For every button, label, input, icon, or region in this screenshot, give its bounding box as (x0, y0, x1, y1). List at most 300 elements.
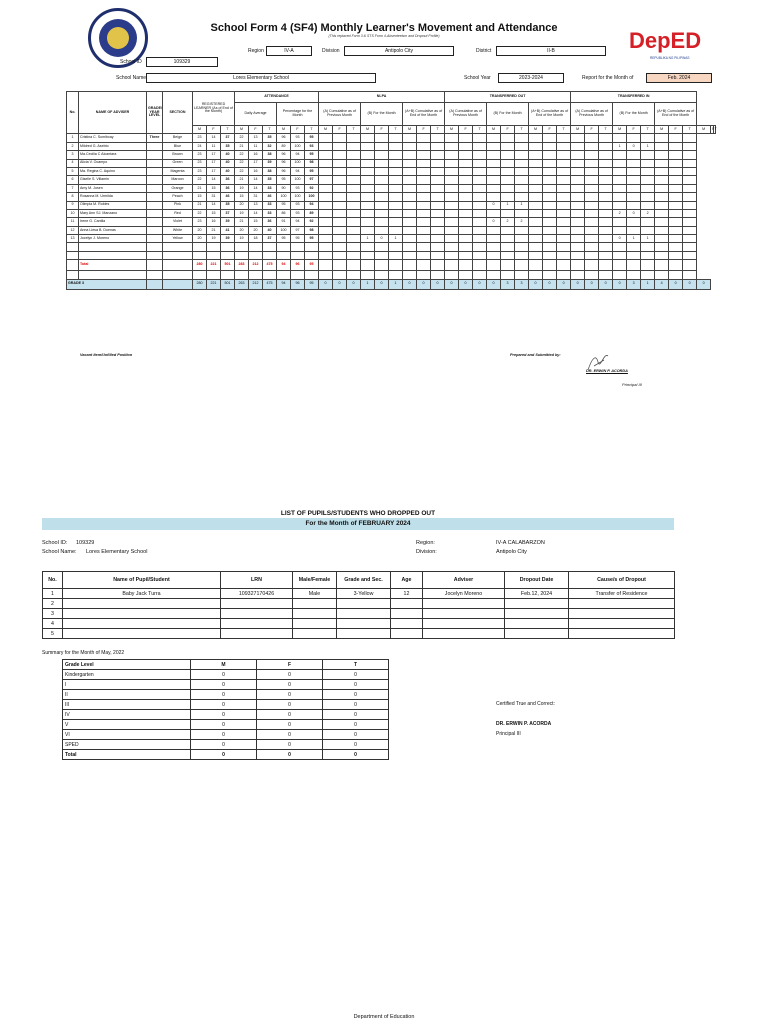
nlpa-cell (347, 176, 361, 184)
registered-2: 40 (221, 167, 235, 175)
grade-level (147, 167, 163, 175)
spacer-cell (347, 271, 361, 279)
transferred-in-cell (641, 184, 655, 192)
summary-cell: I (63, 680, 191, 690)
transferred-in-cell (683, 218, 697, 226)
registered-1: 21 (207, 226, 221, 234)
transferred-in-cell (599, 167, 613, 175)
mft-header-t: T (515, 126, 529, 134)
daily-avg-0: 22 (235, 159, 249, 167)
nlpa-cell (417, 184, 431, 192)
transferred-in-cell (627, 193, 641, 201)
transferred-out-cell (445, 134, 459, 142)
transferred-in-cell (641, 176, 655, 184)
transferred-out-cell (473, 193, 487, 201)
grade-value: 0 (571, 279, 585, 289)
total-empty-cell (655, 260, 669, 271)
transferred-in-cell: 2 (641, 209, 655, 217)
transferred-out-cell (459, 151, 473, 159)
transferred-out-cell (445, 142, 459, 150)
transferred-out-cell (529, 151, 543, 159)
transferred-in-cell (571, 167, 585, 175)
transferred-out-cell: 1 (515, 201, 529, 209)
summary-cell: 0 (257, 710, 323, 720)
school-year-field: 2023-2024 (498, 73, 564, 83)
blank-cell (515, 243, 529, 251)
total-empty-cell (473, 260, 487, 271)
daily-avg-1: 14 (249, 184, 263, 192)
transferred-in-cell (669, 193, 683, 201)
registered-0: 20 (193, 235, 207, 243)
grade-value: 263 (235, 279, 249, 289)
nlpa-cell (431, 134, 445, 142)
percentage-2: 97 (305, 176, 319, 184)
grade-cell (147, 279, 163, 289)
transferred-out-cell (529, 134, 543, 142)
blank-cell (529, 251, 543, 259)
summary-cell: 0 (191, 720, 257, 730)
nlpa-cell (319, 235, 333, 243)
table-row (67, 176, 716, 184)
blank-cell (361, 251, 375, 259)
table-row (67, 184, 716, 192)
col-percentage: Percentage for the Month (277, 103, 319, 126)
blank-cell (627, 251, 641, 259)
dropout-cell (391, 619, 423, 629)
summary-cell: 0 (191, 680, 257, 690)
grade-value: 95 (305, 279, 319, 289)
summary-row (63, 690, 389, 700)
summary-header-cell: Grade Level (63, 660, 191, 670)
transferred-out-cell (529, 142, 543, 150)
dropout-header-cell: Grade and Sec. (337, 572, 391, 589)
blank-cell (163, 243, 193, 251)
blank-cell (515, 251, 529, 259)
daily-avg-0: 22 (235, 167, 249, 175)
nlpa-cell (375, 193, 389, 201)
row-no: 9 (67, 201, 79, 209)
nlpa-cell (389, 167, 403, 175)
percentage-1: 93 (291, 184, 305, 192)
nlpa-cell (403, 184, 417, 192)
daily-avg-1: 16 (249, 167, 263, 175)
mft-header-t: T (713, 126, 715, 134)
dropout-cell: Jocelyn Moreno (423, 589, 505, 599)
transferred-in-cell (613, 151, 627, 159)
transferred-in-cell (613, 167, 627, 175)
blank-cell (277, 243, 291, 251)
dropout-cell (221, 619, 293, 629)
nlpa-cell (431, 201, 445, 209)
percentage-2: 92 (305, 184, 319, 192)
blank-cell (207, 243, 221, 251)
nlpa-cell (319, 159, 333, 167)
percentage-0: 96 (277, 151, 291, 159)
blank-cell (431, 243, 445, 251)
transferred-in-cell: 1 (613, 142, 627, 150)
transferred-in-cell (669, 201, 683, 209)
total-daily-2: 475 (263, 260, 277, 271)
transferred-out-cell (445, 167, 459, 175)
col-registered: REGISTERED LEARNER (As of End of the Month) (193, 92, 235, 126)
summary-cell: 0 (323, 690, 389, 700)
percentage-1: 95 (291, 235, 305, 243)
nlpa-cell (319, 218, 333, 226)
summary-row (63, 680, 389, 690)
percentage-1: 100 (291, 176, 305, 184)
transferred-in-cell (669, 142, 683, 150)
daily-avg-0: 20 (235, 226, 249, 234)
blank-cell (193, 243, 207, 251)
nlpa-cell (375, 142, 389, 150)
blank-cell (375, 243, 389, 251)
transferred-in-cell (571, 176, 585, 184)
summary-cell: II (63, 690, 191, 700)
nlpa-cell (431, 151, 445, 159)
transferred-in-cell (585, 201, 599, 209)
col-adviser: NAME OF ADVISER (79, 92, 147, 134)
transferred-out-cell (473, 226, 487, 234)
dropout-cell (423, 609, 505, 619)
region-label: Region (248, 48, 264, 54)
grade-value: 0 (557, 279, 571, 289)
transferred-in-cell (613, 201, 627, 209)
summary-row (63, 730, 389, 740)
grade-value: 280 (193, 279, 207, 289)
col-transferred-out: TRANSFERRED OUT (445, 92, 571, 103)
total-label: Total (79, 260, 147, 271)
summary-cell: 0 (257, 680, 323, 690)
dropout-cell (505, 629, 569, 639)
nlpa-cell (319, 201, 333, 209)
dropout-cell: 5 (43, 629, 63, 639)
blank-cell (403, 243, 417, 251)
mft-header-m: M (445, 126, 459, 134)
dropout-cell (63, 619, 221, 629)
transferred-in-cell (571, 134, 585, 142)
percentage-2: 89 (305, 209, 319, 217)
spacer-cell (235, 271, 249, 279)
school-name-field: Lores Elementary School (146, 73, 376, 83)
transferred-in-cell (683, 151, 697, 159)
registered-2: 39 (221, 218, 235, 226)
row-no: 13 (67, 235, 79, 243)
total-empty-cell (459, 260, 473, 271)
nlpa-cell (333, 209, 347, 217)
vacant-note: Vacant Item/Unfilled Position (80, 353, 133, 357)
dropout-cell (505, 609, 569, 619)
grade-value: 0 (417, 279, 431, 289)
transferred-in-cell (655, 201, 669, 209)
dropout-month: For the Month of FEBRUARY 2024 (305, 520, 411, 527)
transferred-in-cell: 1 (627, 235, 641, 243)
registered-2: 46 (221, 193, 235, 201)
mft-header-t: T (641, 126, 655, 134)
blank-cell (347, 243, 361, 251)
nlpa-cell (403, 167, 417, 175)
table-row (67, 235, 716, 243)
transferred-in-cell (655, 184, 669, 192)
transferred-out-cell (529, 235, 543, 243)
nlpa-cell (403, 176, 417, 184)
transferred-out-cell (473, 142, 487, 150)
summary-cell: 0 (257, 740, 323, 750)
nlpa-cell (361, 159, 375, 167)
col-nlpa-cum-end: (A+B) Cumulative as of End of the Month (403, 103, 445, 126)
percentage-1: 93 (291, 201, 305, 209)
grade-level (147, 142, 163, 150)
transferred-out-cell (445, 226, 459, 234)
nlpa-cell (347, 159, 361, 167)
registered-0: 23 (193, 159, 207, 167)
percentage-0: 100 (277, 226, 291, 234)
spacer-cell (529, 271, 543, 279)
nlpa-cell (417, 209, 431, 217)
grade-value: 0 (599, 279, 613, 289)
transferred-out-cell (557, 176, 571, 184)
grade-value: 0 (697, 279, 711, 289)
row-no: 3 (67, 151, 79, 159)
dropout-cell: 4 (43, 619, 63, 629)
adviser-name: Giselle S. Villamin (79, 176, 147, 184)
dropout-cell: 3 (43, 609, 63, 619)
mft-header-t: T (683, 126, 697, 134)
nlpa-cell (333, 184, 347, 192)
blank-row (67, 251, 716, 259)
table-row (67, 209, 716, 217)
transferred-in-cell (599, 218, 613, 226)
registered-2: 40 (221, 159, 235, 167)
section-name: Maroon (163, 176, 193, 184)
daily-avg-0: 19 (235, 209, 249, 217)
school-id-label: School ID (120, 59, 142, 65)
transferred-out-cell (529, 176, 543, 184)
transferred-in-cell: 2 (613, 209, 627, 217)
nlpa-cell (403, 151, 417, 159)
transferred-out-cell (557, 134, 571, 142)
transferred-out-cell (557, 184, 571, 192)
transferred-out-cell (515, 209, 529, 217)
nlpa-cell (389, 209, 403, 217)
table-row (67, 193, 716, 201)
transferred-out-cell (543, 235, 557, 243)
blank-cell (67, 243, 79, 251)
daily-avg-2: 33 (263, 209, 277, 217)
transferred-in-cell (641, 159, 655, 167)
row-no: 8 (67, 193, 79, 201)
blank-cell (193, 251, 207, 259)
blank-cell (221, 251, 235, 259)
registered-0: 23 (193, 134, 207, 142)
blank-cell (389, 243, 403, 251)
percentage-2: 93 (305, 142, 319, 150)
dropout-cell (505, 599, 569, 609)
percentage-1: 93 (291, 134, 305, 142)
prepared-by-label: Prepared and Submitted by: (510, 353, 561, 357)
blank-cell (147, 251, 163, 259)
dropout-cell: Feb.12, 2024 (505, 589, 569, 599)
dropout-cell: 3-Yellow (337, 589, 391, 599)
grade-level: Three (147, 134, 163, 142)
percentage-0: 90 (277, 184, 291, 192)
summary-cell: 0 (323, 710, 389, 720)
dropout-cell (391, 629, 423, 639)
transferred-out-cell (473, 176, 487, 184)
nlpa-cell (375, 226, 389, 234)
grade-value: 0 (487, 279, 501, 289)
registered-0: 20 (193, 226, 207, 234)
nlpa-cell (375, 134, 389, 142)
nlpa-cell (361, 142, 375, 150)
transferred-in-cell (599, 134, 613, 142)
transferred-in-cell (571, 235, 585, 243)
dropout-cell (293, 619, 337, 629)
summary-row (63, 750, 389, 760)
percentage-0: 89 (277, 142, 291, 150)
summary-title: Summary for the Month of May, 2022 (42, 650, 125, 656)
dropout-header-cell: No. (43, 572, 63, 589)
adviser-name: Anna Liesa B. Duenas (79, 226, 147, 234)
summary-cell: 0 (257, 750, 323, 760)
transferred-in-cell (655, 142, 669, 150)
grade-value: 94 (277, 279, 291, 289)
transferred-out-cell (445, 184, 459, 192)
total-reg-2: 501 (221, 260, 235, 271)
grade-value: 0 (543, 279, 557, 289)
nlpa-cell (333, 235, 347, 243)
mft-header-f: F (207, 126, 221, 134)
transferred-out-cell (501, 176, 515, 184)
transferred-in-cell (571, 184, 585, 192)
transferred-in-cell (571, 159, 585, 167)
transferred-in-cell (627, 151, 641, 159)
transferred-out-cell (543, 184, 557, 192)
transferred-out-cell (557, 209, 571, 217)
grade-level (147, 209, 163, 217)
section-name: Yellow (163, 235, 193, 243)
total-reg-1: 221 (207, 260, 221, 271)
percentage-1: 94 (291, 151, 305, 159)
grade-level (147, 193, 163, 201)
nlpa-cell (389, 201, 403, 209)
nlpa-cell (333, 201, 347, 209)
transferred-out-cell (529, 184, 543, 192)
daily-avg-0: 19 (235, 184, 249, 192)
section-name: Green (163, 159, 193, 167)
summary-cell: IV (63, 710, 191, 720)
transferred-in-cell (599, 235, 613, 243)
registered-1: 15 (207, 209, 221, 217)
dropout-row (43, 599, 675, 609)
blank-cell (291, 243, 305, 251)
nlpa-cell (375, 151, 389, 159)
mft-header-m: M (655, 126, 669, 134)
transferred-out-cell (487, 184, 501, 192)
transferred-in-cell (641, 226, 655, 234)
total-empty-cell (683, 260, 697, 271)
transferred-in-cell: 0 (627, 209, 641, 217)
mft-header-t: T (263, 126, 277, 134)
summary-cell: 0 (257, 700, 323, 710)
col-grade: GRADE/ YEAR LEVEL (147, 92, 163, 134)
transferred-in-cell (655, 159, 669, 167)
spacer-cell (193, 271, 207, 279)
transferred-in-cell (669, 176, 683, 184)
grade-value: 1 (361, 279, 375, 289)
registered-0: 23 (193, 167, 207, 175)
blank-cell (79, 251, 147, 259)
nlpa-cell (417, 142, 431, 150)
grade-value: 0 (333, 279, 347, 289)
transferred-in-cell (683, 184, 697, 192)
nlpa-cell (333, 142, 347, 150)
grade-value: 4 (655, 279, 669, 289)
grade-value: 0 (585, 279, 599, 289)
transferred-out-cell (487, 151, 501, 159)
total-daily-1: 212 (249, 260, 263, 271)
nlpa-cell (431, 209, 445, 217)
registered-1: 17 (207, 167, 221, 175)
transferred-out-cell (501, 151, 515, 159)
spacer-cell (599, 271, 613, 279)
total-empty-cell (403, 260, 417, 271)
dropout-cell (63, 609, 221, 619)
transferred-out-cell (515, 142, 529, 150)
transferred-in-cell (683, 226, 697, 234)
transferred-out-cell (473, 151, 487, 159)
transferred-in-cell (613, 218, 627, 226)
district-field: II-B (496, 46, 606, 56)
transferred-out-cell (445, 235, 459, 243)
dropout-title: LIST OF PUPILS/STUDENTS WHO DROPPED OUT (280, 510, 436, 517)
transferred-out-cell (459, 142, 473, 150)
grade-value: 0 (669, 279, 683, 289)
transferred-out-cell: 1 (501, 201, 515, 209)
col-out-for-month: (B) For the Month (487, 103, 529, 126)
registered-1: 17 (207, 151, 221, 159)
page-subtitle: (This replaced Form 3 & STS Form 4-Absenteeism and Dropout Profile) (328, 34, 440, 38)
page-title: School Form 4 (SF4) Monthly Learner's Movement and Attendance (210, 22, 558, 34)
adviser-name: Mildred G. Asebto (79, 142, 147, 150)
summary-cell: Total (63, 750, 191, 760)
transferred-out-cell (473, 184, 487, 192)
nlpa-cell (403, 235, 417, 243)
blank-cell (389, 251, 403, 259)
mft-header-t: T (557, 126, 571, 134)
adviser-name: Jocelyn J. Moreno (79, 235, 147, 243)
summary-cell: 0 (323, 720, 389, 730)
transferred-in-cell (599, 142, 613, 150)
transferred-in-cell: 1 (641, 142, 655, 150)
transferred-out-cell (445, 176, 459, 184)
nlpa-cell (347, 226, 361, 234)
spacer-cell (375, 271, 389, 279)
table-row (67, 167, 716, 175)
dropout-header-cell: Adviser (423, 572, 505, 589)
daily-avg-1: 11 (249, 142, 263, 150)
grade-value: 0 (459, 279, 473, 289)
section-name: Red (163, 209, 193, 217)
blank-cell (683, 243, 697, 251)
transferred-out-cell: 2 (501, 218, 515, 226)
registered-1: 15 (207, 184, 221, 192)
transferred-out-cell (487, 167, 501, 175)
transferred-in-cell (655, 167, 669, 175)
daily-avg-1: 15 (249, 218, 263, 226)
transferred-in-cell (613, 193, 627, 201)
dropout-table (42, 571, 675, 639)
summary-cell: 0 (191, 700, 257, 710)
